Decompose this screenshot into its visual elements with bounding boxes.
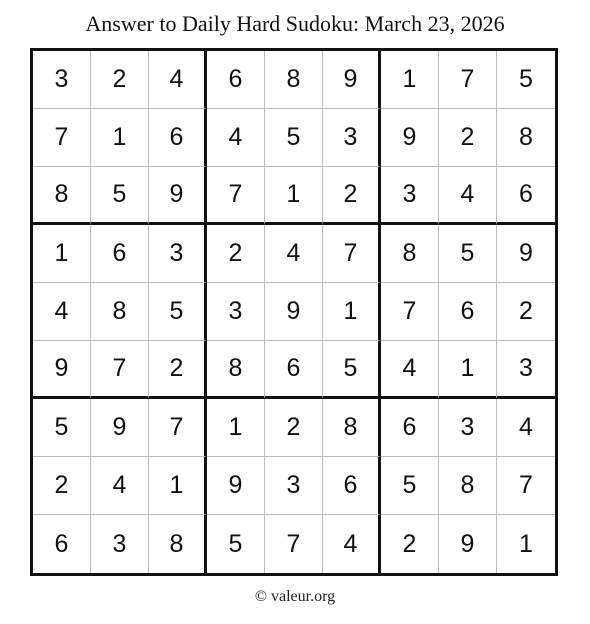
sudoku-cell: 3: [323, 109, 381, 167]
sudoku-cell: 2: [323, 167, 381, 225]
sudoku-cell: 9: [149, 167, 207, 225]
sudoku-cell: 1: [265, 167, 323, 225]
sudoku-cell: 6: [91, 225, 149, 283]
sudoku-cell: 1: [519, 529, 533, 558]
sudoku-cell: 3: [265, 457, 323, 515]
sudoku-cell: 6: [33, 515, 91, 573]
sudoku-cell: 1: [439, 341, 497, 399]
sudoku-cell: 6: [149, 109, 207, 167]
page-title: Answer to Daily Hard Sudoku: March 23, 2026: [85, 11, 505, 36]
sudoku-cell: 8: [323, 399, 381, 457]
sudoku-cell: 6: [265, 341, 323, 399]
sudoku-cell: 2: [33, 457, 91, 515]
copyright-footer: © valeur.org: [254, 588, 336, 605]
sudoku-cell: 6: [381, 399, 439, 457]
sudoku-cell: 8: [33, 167, 91, 225]
sudoku-cell: 2: [265, 399, 323, 457]
sudoku-cell: 5: [33, 399, 91, 457]
sudoku-cell: 9: [439, 515, 497, 573]
sudoku-cell: 5: [207, 515, 265, 573]
sudoku-cell: 2: [381, 515, 439, 573]
sudoku-cell: 5: [439, 225, 497, 283]
sudoku-cell: 4: [91, 457, 149, 515]
sudoku-cell: 3: [497, 341, 555, 399]
sudoku-cell: 8: [265, 51, 323, 109]
sudoku-cell: 9: [323, 51, 381, 109]
sudoku-cell: 7: [497, 457, 555, 515]
sudoku-cell: 7: [439, 51, 497, 109]
sudoku-cell: 5: [323, 341, 381, 399]
sudoku-cell: 7: [207, 167, 265, 225]
sudoku-cell: 9: [91, 399, 149, 457]
sudoku-cell: 6: [439, 283, 497, 341]
sudoku-cell: 4: [33, 283, 91, 341]
sudoku-cell: 1: [91, 109, 149, 167]
sudoku-cell: 8: [439, 457, 497, 515]
sudoku-cell: 1: [33, 225, 91, 283]
sudoku-cell: 1: [323, 283, 381, 341]
sudoku-cell: 5: [91, 167, 149, 225]
sudoku-cell: 2: [149, 341, 207, 399]
sudoku-cell: 8: [91, 283, 149, 341]
sudoku-cell: 3: [149, 225, 207, 283]
sudoku-cell: 4: [497, 399, 555, 457]
sudoku-cell: 2: [207, 225, 265, 283]
sudoku-cell: 7: [265, 515, 323, 573]
sudoku-cell: 7: [323, 225, 381, 283]
sudoku-cell: 4: [265, 225, 323, 283]
sudoku-cell: 7: [91, 341, 149, 399]
sudoku-cell: 3: [91, 515, 149, 573]
sudoku-cell: 6: [323, 457, 381, 515]
sudoku-cell: 2: [497, 283, 555, 341]
sudoku-cell: 4: [207, 109, 265, 167]
sudoku-cell: 5: [381, 457, 439, 515]
sudoku-cell: 7: [381, 283, 439, 341]
sudoku-board: [30, 48, 558, 576]
sudoku-cell: 8: [207, 341, 265, 399]
sudoku-cell: 7: [33, 109, 91, 167]
sudoku-cell: 3: [439, 399, 497, 457]
sudoku-cell: 4: [381, 341, 439, 399]
sudoku-cell: 9: [381, 109, 439, 167]
sudoku-cell: 1: [207, 399, 265, 457]
sudoku-cell: 7: [149, 399, 207, 457]
sudoku-cell: 6: [207, 51, 265, 109]
sudoku-cell: 3: [33, 51, 91, 109]
sudoku-cell: 4: [323, 515, 381, 573]
sudoku-cell: 8: [497, 109, 555, 167]
sudoku-cell: 9: [33, 341, 91, 399]
sudoku-cell: 1: [381, 51, 439, 109]
sudoku-cell: 3: [381, 167, 439, 225]
sudoku-cell: 1: [149, 457, 207, 515]
sudoku-cell: 5: [149, 283, 207, 341]
sudoku-cell: 5: [497, 51, 555, 109]
sudoku-cell: 2: [91, 51, 149, 109]
sudoku-cell: 9: [207, 457, 265, 515]
sudoku-cell: 3: [207, 283, 265, 341]
sudoku-cell: 8: [381, 225, 439, 283]
sudoku-cell: 4: [149, 51, 207, 109]
sudoku-cell: 6: [497, 167, 555, 225]
sudoku-cell: 2: [439, 109, 497, 167]
sudoku-cell: 9: [265, 283, 323, 341]
sudoku-cell: 5: [265, 109, 323, 167]
sudoku-cell: 8: [149, 515, 207, 573]
sudoku-cell: 9: [497, 225, 555, 283]
sudoku-cell: 4: [439, 167, 497, 225]
